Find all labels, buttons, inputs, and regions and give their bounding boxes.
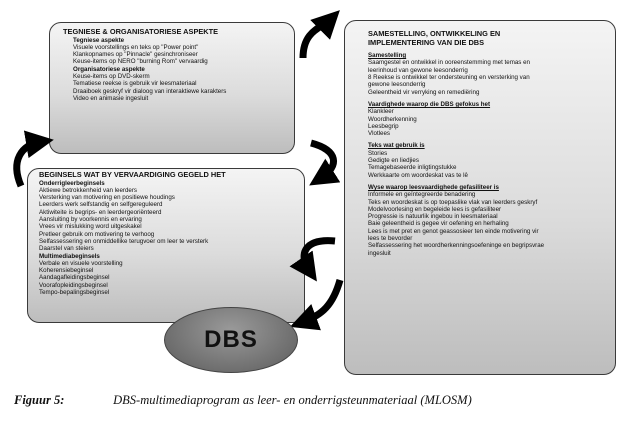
- box-r-line: Stories: [368, 149, 388, 157]
- box-r-line: Temagebaseerde inligtingstukke: [368, 164, 457, 172]
- figure-caption: [14, 393, 472, 408]
- box-bl-line: Vrees vir mislukking word uitgeskakel: [39, 223, 142, 231]
- box-bl-title: BEGINSELS WAT BY VERVAARDIGING GEGELD HET: [39, 170, 226, 179]
- box-bl-line: Voorafopleidingsbeginsel: [39, 281, 108, 289]
- box-r-line: Vaardighede waarop die DBS gefokus het: [368, 100, 491, 108]
- box-tl-line: Klankopnames op "Pinnacle" gesinchroniseer: [73, 51, 198, 59]
- box-r-title-1: SAMESTELLING, ONTWIKKELING EN: [368, 29, 501, 38]
- box-r-line: Woordherkenning: [368, 115, 417, 123]
- box-tl-title: TEGNIESE & ORGANISATORIESE ASPEKTE: [63, 27, 219, 36]
- box-bl-line: Aktiwiteite is begrips- en leerdergeoriënteerd: [39, 208, 162, 216]
- box-tl-line: Tegniese aspekte: [73, 36, 125, 44]
- box-tl-line: Tematiese reekse is gebruik vir leesmateriaal: [73, 80, 197, 88]
- box-r-line: Klankleer: [368, 108, 394, 116]
- box-r-line: gewone leesonderrig: [368, 81, 426, 89]
- box-r-line: Teks wat gebruik is: [368, 142, 425, 150]
- dbs-label: DBS: [204, 326, 258, 353]
- box-tl-line: Video en animasie ingesluit: [73, 94, 149, 102]
- box-r-line: Geleentheid vir verryking en remediëring: [368, 88, 480, 96]
- box-tl-line: Organisatoriese aspekte: [73, 65, 145, 73]
- box-r-line: lees te bevorder: [368, 235, 413, 243]
- box-bl-line: Versterking van motivering en positiewe houdings: [39, 194, 175, 202]
- box-r-line: Saamgestel en ontwikkel in ooreenstemming met temas en: [368, 59, 530, 67]
- box-bl-line: Tempo-bepalingsbeginsel: [39, 289, 110, 297]
- box-r-line: Teks en woordeskat is op toepaslike vlak van leerders geskryf: [368, 198, 538, 206]
- figure-caption-text: DBS-multimediaprogram as leer- en onderrigsteunmateriaal (MLOSM): [113, 393, 472, 407]
- box-r-line: Gedigte en liedjies: [368, 157, 419, 165]
- box-r-line: Informele en geïntegreerde benadering: [368, 191, 476, 199]
- box-r-line: Wyse waarop leesvaardighede gefasiliteer is: [368, 183, 499, 191]
- box-r-line: ingesluit: [368, 249, 391, 257]
- box-bl-line: Multimediabeginsels: [39, 252, 100, 260]
- box-bl-line: Aansluiting by voorkennis en ervaring: [39, 216, 142, 224]
- box-tl-line: Keuse-items op NERO "burning Rom" vervaardig: [73, 58, 208, 66]
- box-bl-line: Leerders werk selfstandig en selfgereguleerd: [39, 201, 163, 209]
- box-r-line: Selfassessering het woordherkenningsoefeninge en begripsvrae: [368, 242, 545, 250]
- box-bl-line: Aandagafleidingsbeginsel: [39, 274, 110, 282]
- box-bl-line: Koherensiebeginsel: [39, 267, 94, 275]
- box-bl-line: Verbale en visuele voorstelling: [39, 259, 123, 267]
- box-r-title-2: IMPLEMENTERING VAN DIE DBS: [368, 37, 485, 47]
- box-r-line: Lees is met pret en genot geassosieer ten einde motivering vir: [368, 227, 539, 235]
- dbs-center-ellipse: [164, 307, 298, 373]
- arrow-bottom-right-icon: [303, 280, 340, 322]
- arrow-middle-icon: [304, 241, 335, 270]
- box-r-line: Vlotlees: [368, 130, 391, 138]
- box-r-line: Leesbegrip: [368, 122, 399, 130]
- box-r-line: leerinhoud van gewone leesonderrig: [368, 66, 468, 74]
- box-bl-line: Daarstel van steiers: [39, 245, 94, 253]
- box-bl-line: Pretleer gebruik om motivering te verhoog: [39, 230, 155, 238]
- figure-number: Figuur 5:: [14, 393, 65, 407]
- box-bl-line: Selfassessering en onmiddellike terugvoer om leer te versterk: [39, 237, 209, 245]
- box-bl-line: Aktiewe betrokkenheid van leerders: [39, 186, 138, 194]
- box-r-line: Progressie is natuurlik ingebou in leesmateriaal: [368, 213, 498, 221]
- box-r-line: Modelvoorlesing en begeleide lees is gefasiliteer: [368, 205, 502, 213]
- box-r-line: Baie geleentheid is gegee vir oefening en herhaling: [368, 220, 509, 228]
- box-bl-line: Onderrigleerbeginsels: [39, 179, 105, 187]
- box-r-line: Samestelling: [368, 52, 407, 60]
- box-tl-line: Draaiboek geskryf vir dialoog van interaktiewe karakters: [73, 87, 227, 95]
- box-tl-line: Visuele voorstellings en teks op "Power point": [73, 43, 199, 51]
- arrow-top-icon: [303, 20, 330, 58]
- arrow-right-top-icon: [311, 143, 334, 178]
- box-tl-line: Keuse-items op DVD-skerm: [73, 73, 150, 81]
- box-r-line: 8 Reekse is ontwikkel ter ondersteuning en versterking van: [368, 74, 530, 82]
- box-r-line: Werkkaarte om woordeskat vas te lê: [368, 171, 468, 179]
- arrow-left-icon: [17, 142, 40, 186]
